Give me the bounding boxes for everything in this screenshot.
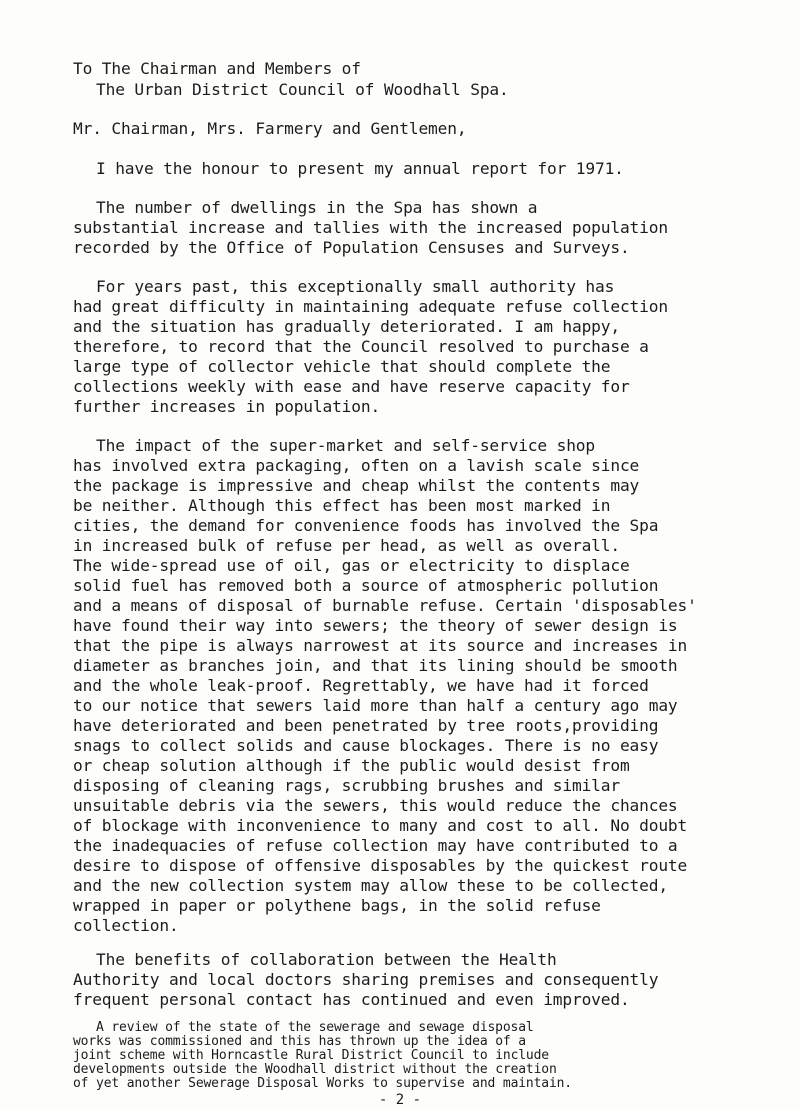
paragraph-2-line-3: recorded by the Office of Population Censuses and Surveys. <box>73 238 630 257</box>
paragraph-4-line-20: of blockage with inconvenience to many and cost to all. No doubt <box>73 816 688 835</box>
page-number: - 2 - <box>378 1092 422 1108</box>
paragraph-5-line-1: The benefits of collaboration between the Health <box>96 950 557 969</box>
paragraph-4-line-24: wrapped in paper or polythene bags, in the solid refuse <box>73 896 601 915</box>
paragraph-4-line-6: in increased bulk of refuse per head, as well as overall. <box>73 536 620 555</box>
paragraph-2-line-1: The number of dwellings in the Spa has shown a <box>96 198 538 217</box>
paragraph-4-line-25: collection. <box>73 916 179 935</box>
paragraph-1-line-1: I have the honour to present my annual report for 1971. <box>96 159 624 178</box>
paragraph-4-line-15: have deteriorated and been penetrated by tree roots,providing <box>73 716 659 735</box>
paragraph-3-line-5: large type of collector vehicle that should complete the <box>73 357 611 376</box>
paragraph-4-line-18: disposing of cleaning rags, scrubbing brushes and similar <box>73 776 620 795</box>
paragraph-4-line-13: and the whole leak-proof. Regrettably, we have had it forced <box>73 676 649 695</box>
paragraph-4-line-9: and a means of disposal of burnable refuse. Certain 'disposables' <box>73 596 697 615</box>
paragraph-3-line-1: For years past, this exceptionally small authority has <box>96 277 615 296</box>
salutation: Mr. Chairman, Mrs. Farmery and Gentlemen, <box>73 119 467 138</box>
paragraph-6-line-4: developments outside the Woodhall district without the creation <box>73 1062 557 1077</box>
address-line-1: To The Chairman and Members of <box>73 59 361 78</box>
paragraph-4-line-4: be neither. Although this effect has been most marked in <box>73 496 611 515</box>
paragraph-3-line-2: had great difficulty in maintaining adequate refuse collection <box>73 297 668 316</box>
paragraph-6-line-3: joint scheme with Horncastle Rural District Council to include <box>73 1048 549 1063</box>
paragraph-4-line-2: has involved extra packaging, often on a lavish scale since <box>73 456 640 475</box>
paragraph-6-line-2: works was commissioned and this has thrown up the idea of a <box>73 1034 526 1049</box>
paragraph-4-line-11: that the pipe is always narrowest at its source and increases in <box>73 636 688 655</box>
paragraph-5-line-2: Authority and local doctors sharing premises and consequently <box>73 970 659 989</box>
paragraph-4-line-7: The wide-spread use of oil, gas or electricity to displace <box>73 556 630 575</box>
paragraph-6-line-1: A review of the state of the sewerage and sewage disposal <box>96 1020 534 1035</box>
paragraph-6-line-5: of yet another Sewerage Disposal Works to supervise and maintain. <box>73 1076 572 1091</box>
paragraph-3-line-3: and the situation has gradually deteriorated. I am happy, <box>73 317 620 336</box>
paragraph-4-line-5: cities, the demand for convenience foods has involved the Spa <box>73 516 659 535</box>
paragraph-4-line-23: and the new collection system may allow these to be collected, <box>73 876 668 895</box>
paragraph-4-line-16: snags to collect solids and cause blockages. There is no easy <box>73 736 659 755</box>
paragraph-4-line-14: to our notice that sewers laid more than half a century ago may <box>73 696 678 715</box>
paragraph-4-line-3: the package is impressive and cheap whilst the contents may <box>73 476 640 495</box>
paragraph-4-line-21: the inadequacies of refuse collection may have contributed to a <box>73 836 678 855</box>
paragraph-5-line-3: frequent personal contact has continued and even improved. <box>73 990 630 1009</box>
paragraph-4-line-17: or cheap solution although if the public would desist from <box>73 756 630 775</box>
paragraph-4-line-19: unsuitable debris via the sewers, this would reduce the chances <box>73 796 678 815</box>
paragraph-3-line-6: collections weekly with ease and have reserve capacity for <box>73 377 630 396</box>
paragraph-4-line-8: solid fuel has removed both a source of atmospheric pollution <box>73 576 659 595</box>
paragraph-4-line-22: desire to dispose of offensive disposables by the quickest route <box>73 856 688 875</box>
paragraph-4-line-1: The impact of the super-market and self-service shop <box>96 436 595 455</box>
address-line-2: The Urban District Council of Woodhall Spa. <box>96 80 509 99</box>
paragraph-2-line-2: substantial increase and tallies with the increased population <box>73 218 668 237</box>
paragraph-3-line-7: further increases in population. <box>73 397 381 416</box>
paragraph-3-line-4: therefore, to record that the Council resolved to purchase a <box>73 337 649 356</box>
paragraph-4-line-12: diameter as branches join, and that its lining should be smooth <box>73 656 678 675</box>
paragraph-4-line-10: have found their way into sewers; the theory of sewer design is <box>73 616 678 635</box>
